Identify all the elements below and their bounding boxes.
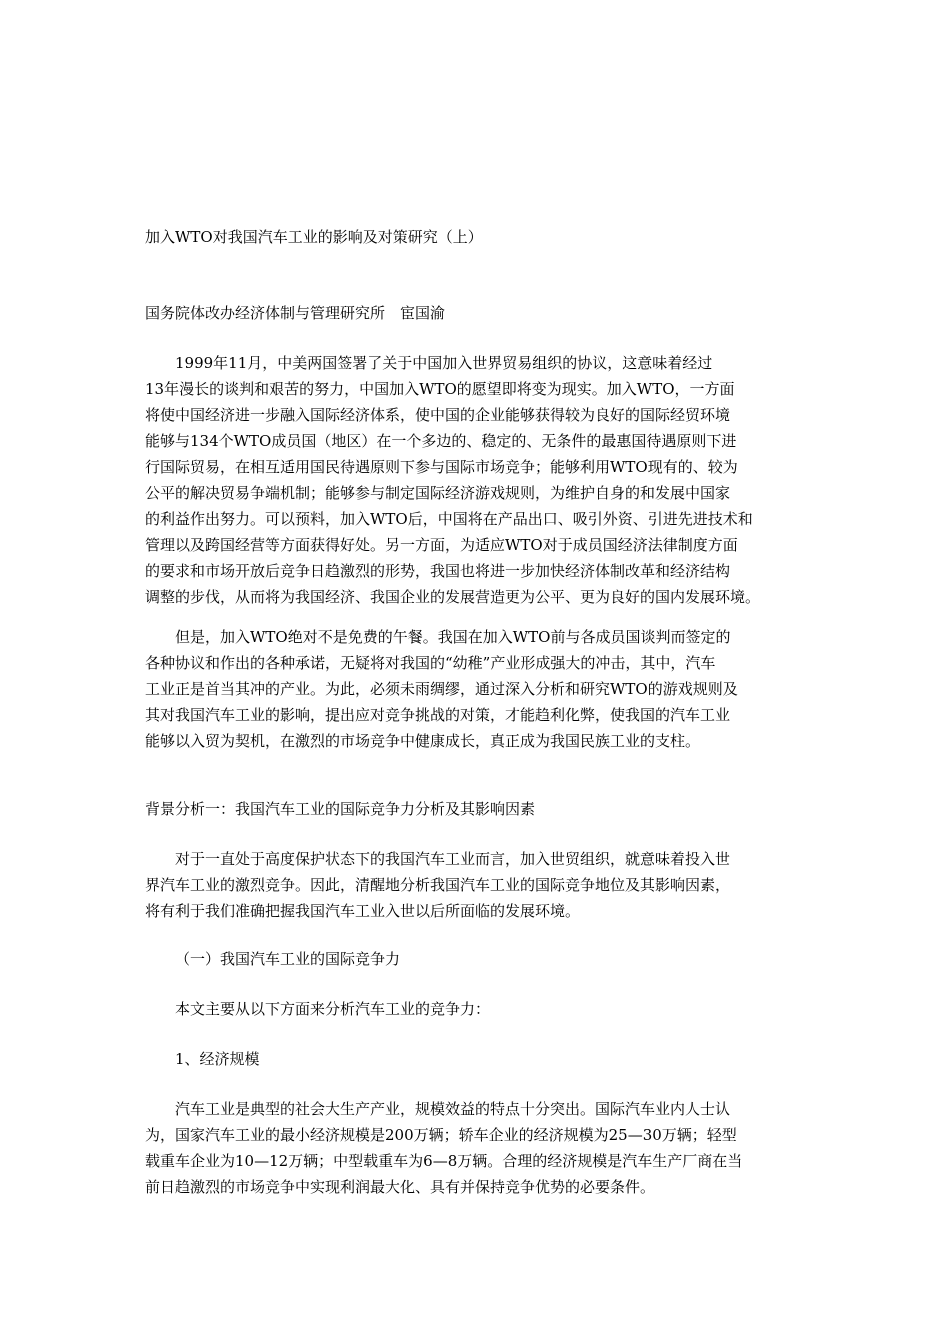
text-line: 前日趋激烈的市场竞争中实现利润最大化、具有并保持竞争优势的必要条件。 xyxy=(145,1178,656,1196)
text-line: 对于一直处于高度保护状态下的我国汽车工业而言，加入世贸组织，就意味着投入世 xyxy=(145,850,731,868)
text-line: 公平的解决贸易争端机制；能够参与制定国际经济游戏规则，为维护自身的和发展中国家 xyxy=(145,484,731,502)
paragraph-intro xyxy=(145,350,825,610)
text-line: 行国际贸易，在相互适用国民待遇原则下参与国际市场竞争；能够利用WTO现有的、较为 xyxy=(145,458,738,476)
text-line: 将使中国经济进一步融入国际经济体系，使中国的企业能够获得较为良好的国际经贸环境 xyxy=(145,406,731,424)
text-line: 汽车工业是典型的社会大生产产业，规模效益的特点十分突出。国际汽车业内人士认 xyxy=(145,1100,731,1118)
subsection-heading: （一）我国汽车工业的国际竞争力 xyxy=(175,950,401,968)
text-line: 13年漫长的谈判和艰苦的努力，中国加入WTO的愿望即将变为现实。加入WTO，一方面 xyxy=(145,380,735,398)
text-line: 将有利于我们准确把握我国汽车工业入世以后所面临的发展环境。 xyxy=(145,902,581,920)
text-line: 其对我国汽车工业的影响，提出应对竞争挑战的对策，才能趋利化弊，使我国的汽车工业 xyxy=(145,706,731,724)
paragraph-however xyxy=(145,624,825,754)
paragraph-method: 本文主要从以下方面来分析汽车工业的竞争力： xyxy=(175,1000,491,1018)
section-heading: 背景分析一：我国汽车工业的国际竞争力分析及其影响因素 xyxy=(145,800,536,818)
text-line: 管理以及跨国经营等方面获得好处。另一方面，为适应WTO对于成员国经济法律制度方面 xyxy=(145,536,738,554)
text-line: 为，国家汽车工业的最小经济规模是200万辆；轿车企业的经济规模为25—30万辆；轻型 xyxy=(145,1126,737,1144)
text-line: 载重车企业为10—12万辆；中型载重车为6—8万辆。合理的经济规模是汽车生产厂商在当 xyxy=(145,1152,743,1170)
text-line: 各种协议和作出的各种承诺，无疑将对我国的“幼稚”产业形成强大的冲击，其中，汽车 xyxy=(145,654,716,672)
text-line: 的要求和市场开放后竞争日趋激烈的形势，我国也将进一步加快经济体制改革和经济结构 xyxy=(145,562,731,580)
text-line: 调整的步伐，从而将为我国经济、我国企业的发展营造更为公平、更为良好的国内发展环境。 xyxy=(145,588,761,606)
paragraph-background xyxy=(145,846,825,924)
text-line: 界汽车工业的激烈竞争。因此，清醒地分析我国汽车工业的国际竞争地位及其影响因素， xyxy=(145,876,731,894)
subsection-heading-scale: 1、经济规模 xyxy=(175,1050,260,1068)
paragraph-scale xyxy=(145,1096,825,1200)
text-line: 能够以入贸为契机，在激烈的市场竞争中健康成长，真正成为我国民族工业的支柱。 xyxy=(145,732,701,750)
text-line: 但是，加入WTO绝对不是免费的午餐。我国在加入WTO前与各成员国谈判而签定的 xyxy=(145,628,731,646)
document-title: 加入WTO对我国汽车工业的影响及对策研究（上） xyxy=(145,228,483,246)
text-line: 1999年11月，中美两国签署了关于中国加入世界贸易组织的协议，这意味着经过 xyxy=(145,354,713,372)
text-line: 的利益作出努力。可以预料，加入WTO后，中国将在产品出口、吸引外资、引进先进技术和 xyxy=(145,510,753,528)
text-line: 工业正是首当其冲的产业。为此，必须未雨绸缪，通过深入分析和研究WTO的游戏规则及 xyxy=(145,680,738,698)
author-line: 国务院体改办经济体制与管理研究所 宦国渝 xyxy=(145,304,446,322)
text-line: 能够与134个WTO成员国（地区）在一个多边的、稳定的、无条件的最惠国待遇原则下进 xyxy=(145,432,737,450)
